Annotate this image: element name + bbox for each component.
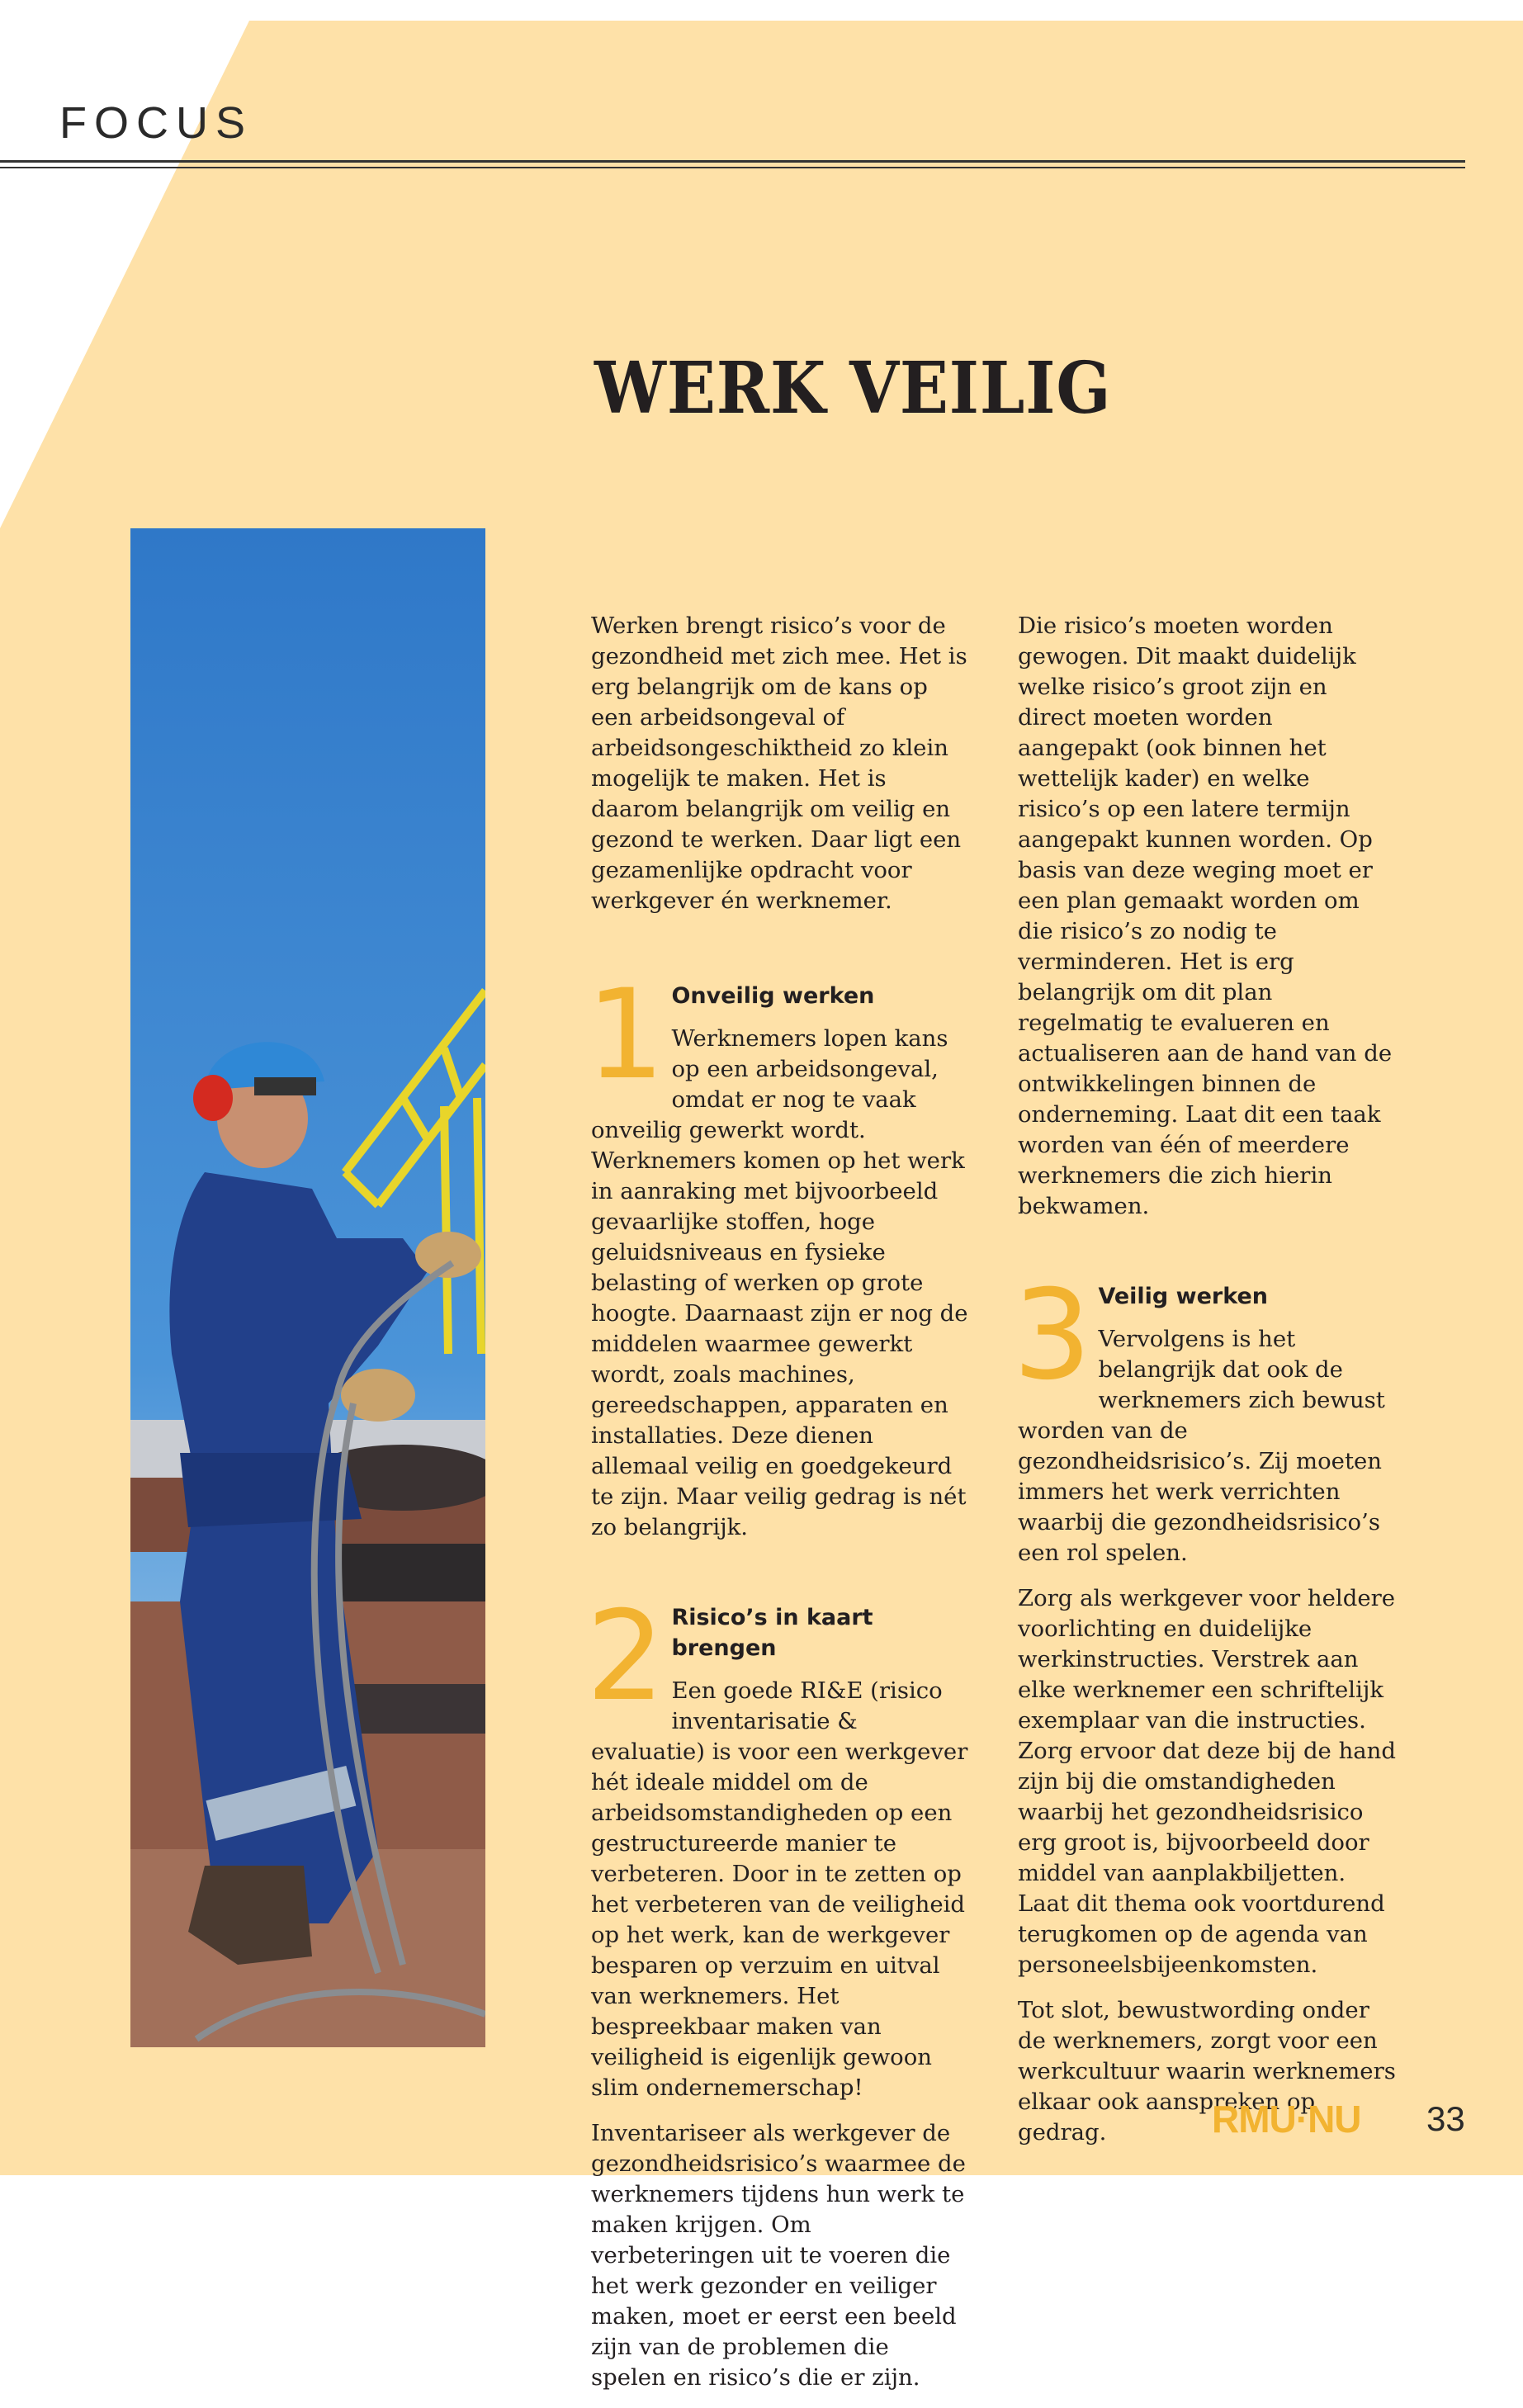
- section-2: [586, 1585, 971, 2393]
- section-3: [1013, 1264, 1398, 2148]
- section-1-paragraph: Werknemers lopen kans op een arbeidsongeval, omdat er nog te vaak onveilig gewerkt wordt. Werknemers komen op het werk in aanraking met bijvoorbeeld gevaarlijke stoffen, hoge geluidsniveaus en fysieke belasting of werken op grote hoogte. Daarnaast zijn er nog de middelen waarmee gewerkt wordt, zoals machines, gereedschappen, apparaten en installaties. Deze dienen allemaal veilig en goedgekeurd te zijn. Maar veilig gedrag is nét zo belangrijk.: [591, 1025, 968, 1540]
- section-2-number: 2: [586, 1585, 665, 1729]
- text-column-right: [1013, 611, 1398, 2163]
- header-rule: [0, 160, 1465, 163]
- article-title: WERK VEILIG: [594, 347, 1112, 430]
- section-2-paragraph-1: Een goede RI&E (risico inventarisatie & evaluatie) is voor een werkgever hét ideale middel om de arbeidsomstandigheden op een gestructureerde manier te verbeteren. Door in te zetten op het verbeteren van de veiligheid op het werk, kan de werkgever besparen op verzuim en uitval van werknemers. Het bespreekbaar maken van veiligheid is eigenlijk gewoon slim ondernemerschap!: [591, 1677, 968, 2101]
- text-column-left: [586, 611, 971, 2408]
- section-3-paragraph-1: Vervolgens is het belangrijk dat ook de werknemers zich bewust worden van de gezondheidsrisico’s. Zij moeten immers het werk verrichten waarbij die gezondheidsrisico’s een rol spelen.: [1018, 1326, 1385, 1566]
- rmu-nu-logo: RMU·NU: [1212, 2098, 1361, 2141]
- section-3-number: 3: [1013, 1264, 1092, 1407]
- section-3-paragraph-2: Zorg als werkgever voor heldere voorlichting en duidelijke werkinstructies. Verstrek aan elke werknemer een schriftelijk exemplaar van die instructies. Zorg ervoor dat deze bij de hand zijn bij die omstandigheden waarbij het gezondheidsrisico erg groot is, bijvoorbeeld door middel van aanplakbiljetten. Laat dit thema ook voortdurend terugkomen op de agenda van personeelsbijeenkomsten.: [1018, 1585, 1396, 1978]
- header-rule-thin: [0, 167, 1465, 168]
- worker-photo: [130, 528, 485, 2047]
- intro-paragraph: Werken brengt risico’s voor de gezondheid met zich mee. Het is erg belangrijk om de kans op een arbeidsongeval of arbeidsongeschiktheid zo klein mogelijk te maken. Het is daarom belangrijk om veilig en gezond te werken. Daar ligt een gezamenlijke opdracht voor werkgever én werknemer.: [591, 613, 967, 914]
- section-2-paragraph-2: Inventariseer als werkgever de gezondheidsrisico’s waarmee de werknemers tijdens hun werk te maken krijgen. Om verbeteringen uit te voeren die het werk gezonder en veiliger maken, moet er eerst een beeld zijn van de problemen die spelen en risico’s die er zijn.: [591, 2120, 966, 2391]
- section-3-heading: Veilig werken: [1098, 1284, 1268, 1309]
- section-3-paragraph-3: Tot slot, bewustwording onder de werknemers, zorgt voor een werkcultuur waarin werknemers elkaar ook aanspreken op gedrag.: [1018, 1997, 1396, 2145]
- section-2-paragraph-3: Die risico’s moeten worden gewogen. Dit maakt duidelijk welke risico’s groot zijn en direct moeten worden aangepakt (ook binnen het wettelijk kader) en welke risico’s op een latere termijn aangepakt kunnen worden. Op basis van deze weging moet er een plan gemaakt worden om die risico’s zo nodig te verminderen. Het is erg belangrijk om dit plan regelmatig te evalueren en actualiseren aan de hand van de ontwikkelingen binnen de onderneming. Laat dit een taak worden van één of meerdere werknemers die zich hierin bekwamen.: [1018, 613, 1393, 1219]
- page-number: 33: [1426, 2099, 1465, 2138]
- section-1: [586, 963, 971, 1543]
- section-1-number: 1: [586, 963, 665, 1107]
- section-1-heading: Onveilig werken: [671, 983, 875, 1009]
- section-2-heading: Risico’s in kaart brengen: [671, 1605, 873, 1661]
- section-label: FOCUS: [59, 98, 253, 148]
